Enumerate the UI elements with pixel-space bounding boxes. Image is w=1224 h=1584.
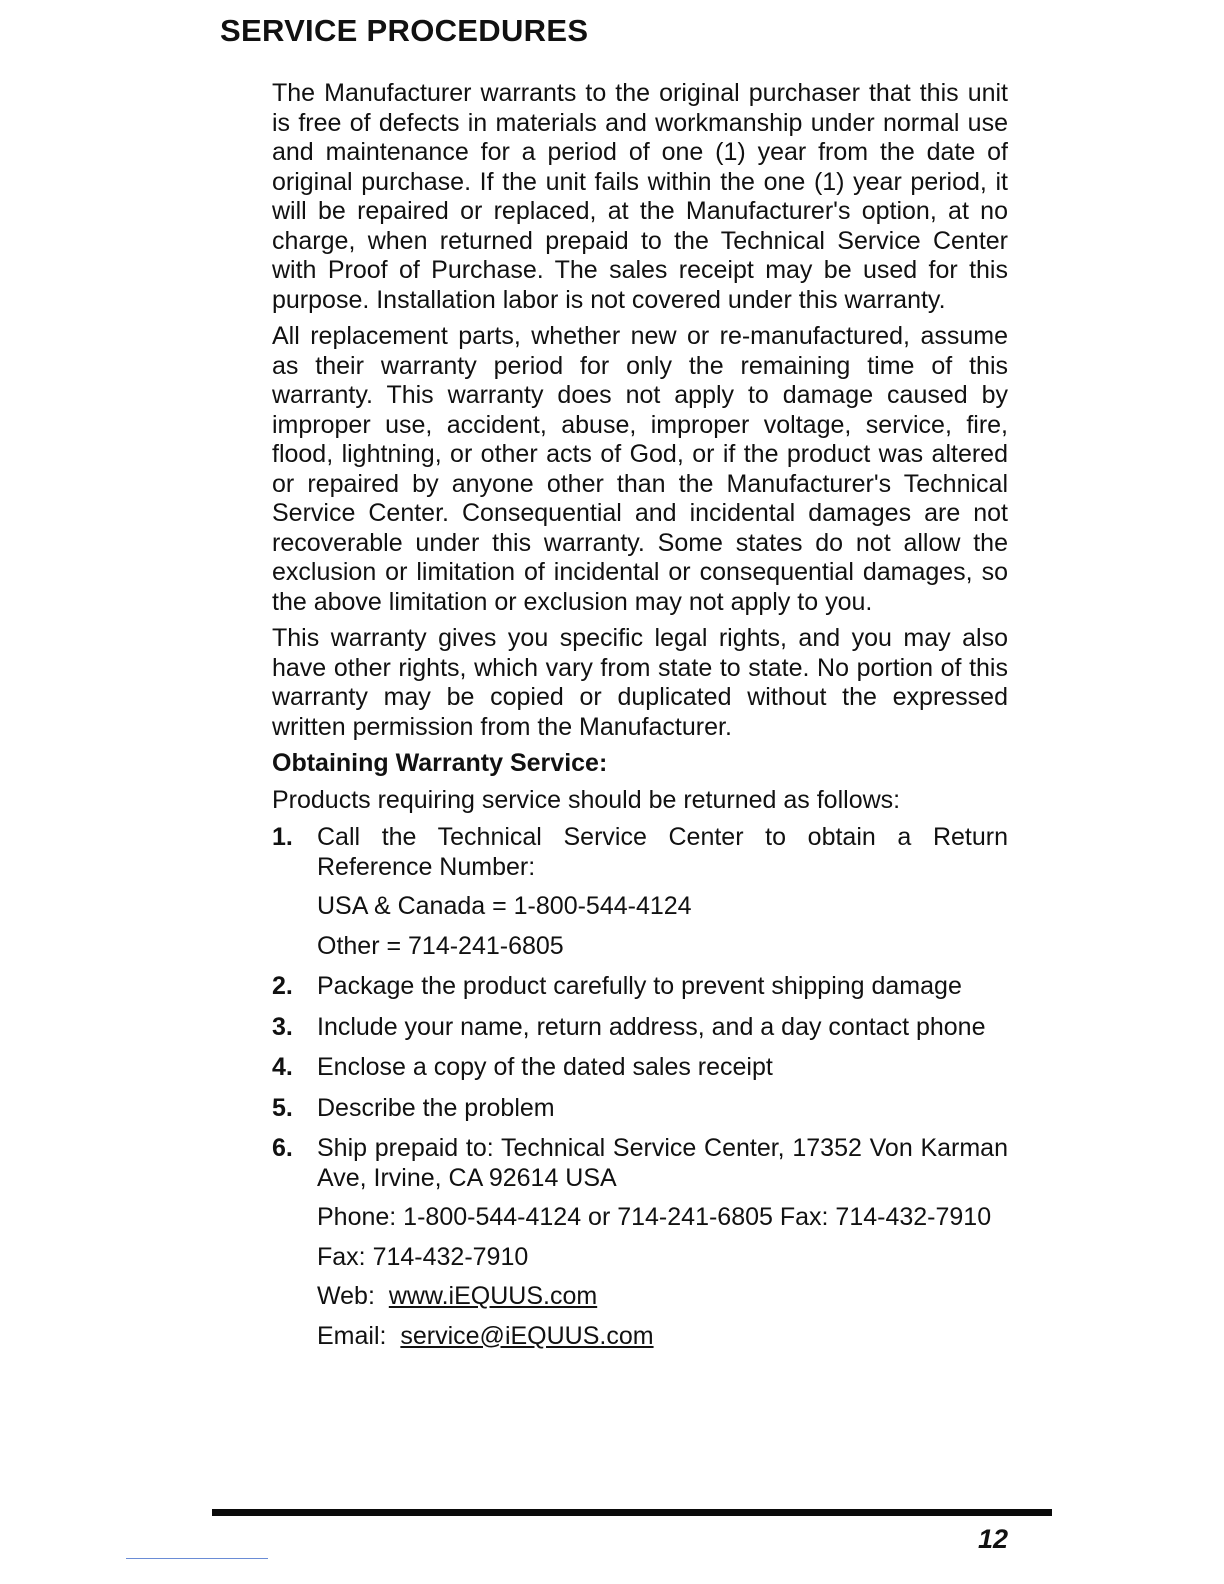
page-title: SERVICE PROCEDURES (220, 13, 589, 48)
step-text: Include your name, return address, and a day contact phone (317, 1012, 986, 1041)
contact-fax-line: Fax: 714-432-7910 (317, 1242, 529, 1271)
step-item (272, 972, 1008, 1002)
warranty-paragraph: The Manufacturer warrants to the original purchaser that this unit is free of defects in materials and workmanship under normal use and maintenance for a period of one (1) year from the date of original purchase. If the unit fails within the one (1) year period, it will be repaired or replaced, at the Manufacturer's option, at no charge, when returned prepaid to the Technical Service Center with Proof of Purchase. The sales receipt may be used for this purpose. Installation labor is not covered under this warranty. (272, 79, 1008, 314)
scan-artifact-line (126, 1558, 268, 1559)
step-item (272, 1094, 1008, 1124)
step-text: Describe the problem (317, 1093, 555, 1122)
obtaining-service-intro: Products requiring service should be returned as follows: (272, 785, 901, 814)
step-text: Call the Technical Service Center to obtain a Return Reference Number: (317, 823, 1008, 881)
step-item (272, 1053, 1008, 1083)
step-item (272, 823, 1008, 961)
phone-other: Other = 714-241-6805 (317, 931, 564, 960)
legal-rights-paragraph: This warranty gives you specific legal rights, and you may also have other rights, which vary from state to state. No portion of this warranty may be copied or duplicated without the expressed written permission from the Manufacturer. (272, 624, 1008, 741)
service-steps-list (272, 823, 1008, 1351)
footer-rule (212, 1509, 1052, 1516)
web-label: Web: (317, 1282, 375, 1310)
page-number: 12 (977, 1524, 1008, 1554)
email-label: Email: (317, 1321, 387, 1350)
body-column (272, 79, 1008, 1362)
step-text: Ship prepaid to: Technical Service Center, 17352 Von Karman Ave, Irvine, CA 92614 USA (317, 1134, 1008, 1192)
phone-usa-canada: USA & Canada = 1-800-544-4124 (317, 892, 692, 920)
step-item (272, 1134, 1008, 1351)
step-number: 4. (272, 1053, 293, 1081)
step-item (272, 1013, 1008, 1043)
obtaining-service-heading: Obtaining Warranty Service: (272, 749, 608, 777)
step-number: 1. (272, 823, 293, 851)
email-link[interactable]: service@iEQUUS.com (400, 1321, 654, 1350)
web-link[interactable]: www.iEQUUS.com (388, 1282, 598, 1310)
step-text: Enclose a copy of the dated sales receipt (317, 1053, 773, 1081)
step-number: 6. (272, 1134, 293, 1162)
step-number: 2. (272, 972, 293, 1000)
step-number: 3. (272, 1012, 293, 1041)
step-number: 5. (272, 1093, 293, 1122)
contact-email-line (317, 1322, 1008, 1352)
contact-web-line (317, 1282, 1008, 1312)
replacement-parts-paragraph: All replacement parts, whether new or re-manufactured, assume as their warranty period for only the remaining time of this warranty. This warranty does not apply to damage caused by improper use, accident, abuse, improper voltage, service, fire, flood, lightning, or other acts of God, or if the product was altered or repaired by anyone other than the Manufacturer's Technical Service Center. Consequential and incidental damages are not recoverable under this warranty. Some states do not allow the exclusion or limitation of incidental or consequential damages, so the above limitation or exclusion may not apply to you. (272, 322, 1008, 616)
step-text: Package the product carefully to prevent shipping damage (317, 972, 962, 1000)
contact-phone-line: Phone: 1-800-544-4124 or 714-241-6805 Fax: 714-432-7910 (317, 1203, 992, 1231)
